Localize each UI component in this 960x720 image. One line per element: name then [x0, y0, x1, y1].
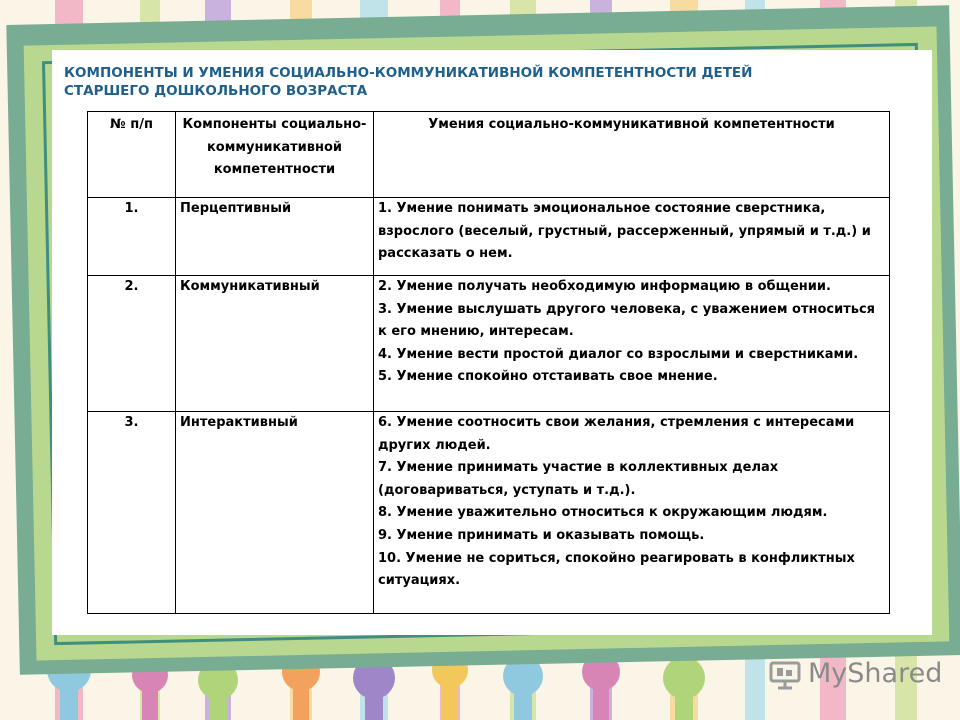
- skill-item: 2. Умение получать необходимую информацию в общении.: [378, 279, 831, 294]
- header-skills: Умения социально-коммуникативной компетентности: [374, 112, 890, 198]
- skill-item: 6. Умение соотносить свои желания, стремления с интересами других людей.: [378, 415, 855, 453]
- skill-item: 1. Умение понимать эмоциональное состояние сверстника, взрослого (веселый, грустный, рассерженный, упрямый и т.д.) и рассказать о нем.: [378, 201, 871, 262]
- row-number: 3.: [88, 412, 176, 614]
- skill-item: 4. Умение вести простой диалог со взрослыми и сверстниками.: [378, 346, 859, 362]
- header-number: № п/п: [88, 112, 176, 198]
- row-number: 2.: [88, 276, 176, 412]
- table-row: [88, 276, 890, 412]
- row-component: Интерактивный: [176, 412, 374, 614]
- watermark: [768, 656, 943, 692]
- row-skills: [374, 198, 890, 276]
- skill-item: 10. Умение не сориться, спокойно реагировать в конфликтных ситуациях.: [378, 550, 855, 589]
- skill-item: 8. Умение уважительно относиться к окружающим людям.: [378, 505, 828, 521]
- header-component: Компоненты социально-коммуникативной компетентности: [176, 112, 374, 198]
- competence-table: [87, 111, 890, 614]
- skill-item: 7. Умение принимать участие в коллективных делах (договариваться, уступать и т.д.).: [378, 460, 779, 498]
- skill-item: 3. Умение выслушать другого человека, с уважением относиться к его мнению, интересам.: [378, 301, 876, 340]
- skill-item: 9. Умение принимать и оказывать помощь.: [378, 527, 705, 543]
- skill-item: 5. Умение спокойно отстаивать свое мнение.: [378, 369, 718, 385]
- slide-title: КОМПОНЕНТЫ И УМЕНИЯ СОЦИАЛЬНО-КОММУНИКАТИВНОЙ КОМПЕТЕНТНОСТИ ДЕТЕЙ СТАРШЕГО ДОШКОЛЬНОГО ВОЗРАСТА: [64, 65, 753, 99]
- table-header-row: [88, 112, 890, 198]
- row-number: 1.: [88, 198, 176, 276]
- row-component: Перцептивный: [176, 198, 374, 276]
- row-skills: [374, 276, 890, 412]
- slide-content: [52, 50, 932, 635]
- presentation-board-icon: [768, 658, 802, 690]
- row-skills: [374, 412, 890, 614]
- table-row: [88, 198, 890, 276]
- watermark-text: MyShared: [808, 658, 943, 689]
- table-row: [88, 412, 890, 614]
- row-component: Коммуникативный: [176, 276, 374, 412]
